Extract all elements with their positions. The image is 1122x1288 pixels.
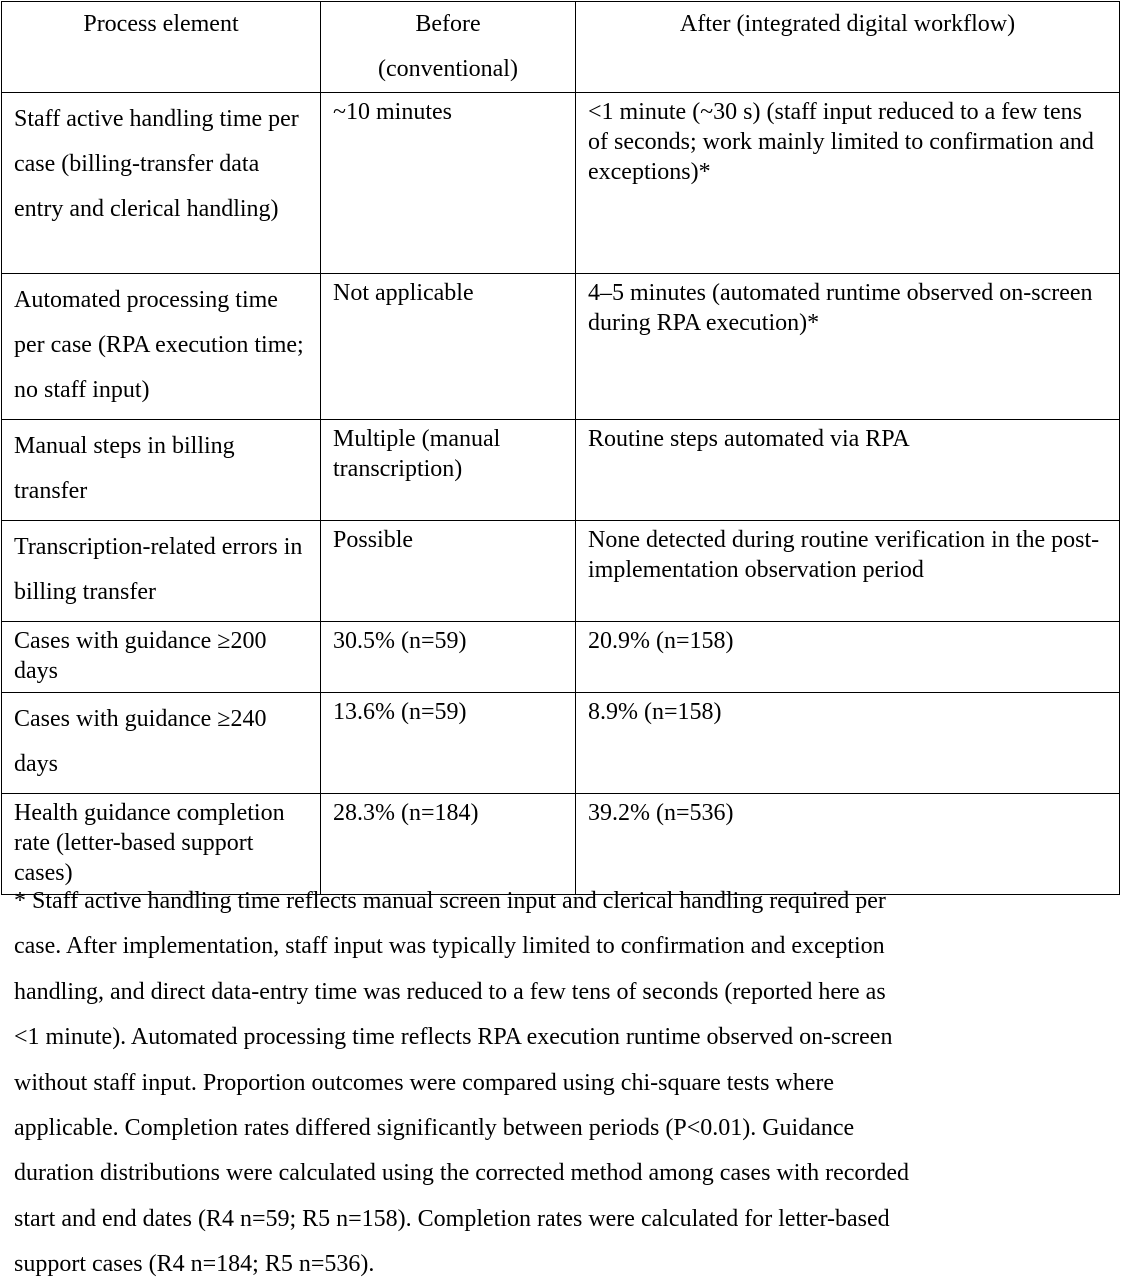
table-row bbox=[2, 521, 1120, 622]
header-after: After (integrated digital workflow) bbox=[576, 2, 1120, 93]
footnote-line: case. After implementation, staff input was typically limited to confirmation and exception bbox=[14, 933, 885, 960]
cell-after: 4–5 minutes (automated runtime observed on-screen during RPA execution)* bbox=[576, 274, 1120, 420]
cell-before: Not applicable bbox=[321, 274, 576, 420]
table-row bbox=[2, 420, 1120, 521]
table-footnote bbox=[14, 879, 1004, 1288]
cell-element: Automated processing time per case (RPA execution time; no staff input) bbox=[2, 274, 321, 420]
cell-after: 20.9% (n=158) bbox=[576, 622, 1120, 693]
table-row bbox=[2, 93, 1120, 274]
cell-before: Multiple (manual transcription) bbox=[321, 420, 576, 521]
footnote-line: without staff input. Proportion outcomes were compared using chi-square tests where bbox=[14, 1069, 835, 1096]
cell-element: Manual steps in billing transfer bbox=[2, 420, 321, 521]
footnote-line: handling, and direct data-entry time was reduced to a few tens of seconds (reported here as bbox=[14, 978, 886, 1005]
cell-before: ~10 minutes bbox=[321, 93, 576, 274]
table-row bbox=[2, 693, 1120, 794]
cell-after: None detected during routine verification in the post-implementation observation period bbox=[576, 521, 1120, 622]
footnote-line: <1 minute). Automated processing time reflects RPA execution runtime observed on-screen bbox=[14, 1024, 893, 1051]
cell-element: Cases with guidance ≥200 days bbox=[2, 622, 321, 693]
footnote-line: support cases (R4 n=184; R5 n=536). bbox=[14, 1251, 375, 1278]
table-header-row bbox=[2, 2, 1120, 93]
cell-element: Cases with guidance ≥240 days bbox=[2, 693, 321, 794]
cell-before: 28.3% (n=184) bbox=[321, 794, 576, 895]
cell-after: <1 minute (~30 s) (staff input reduced to a few tens of seconds; work mainly limited to confirmation and exceptions)* bbox=[576, 93, 1120, 274]
footnote-line: applicable. Completion rates differed significantly between periods (P<0.01). Guidance bbox=[14, 1115, 855, 1142]
cell-before: 30.5% (n=59) bbox=[321, 622, 576, 693]
header-before bbox=[321, 2, 576, 93]
cell-element: Health guidance completion rate (letter-based support cases) bbox=[2, 794, 321, 895]
footnote-line: duration distributions were calculated using the corrected method among cases with recorded bbox=[14, 1160, 910, 1187]
header-process-element: Process element bbox=[2, 2, 321, 93]
header-before-line1: Before bbox=[415, 11, 481, 37]
cell-after: Routine steps automated via RPA bbox=[576, 420, 1120, 521]
footnote-line: * Staff active handling time reflects manual screen input and clerical handling required per bbox=[14, 888, 886, 914]
header-before-line2: (conventional) bbox=[378, 56, 518, 82]
cell-after: 8.9% (n=158) bbox=[576, 693, 1120, 794]
footnote-line: start and end dates (R4 n=59; R5 n=158). Completion rates were calculated for letter-based bbox=[14, 1205, 890, 1232]
process-comparison-table bbox=[1, 1, 1120, 895]
cell-element: Staff active handling time per case (billing-transfer data entry and clerical handling) bbox=[2, 93, 321, 274]
table-row bbox=[2, 622, 1120, 693]
cell-before: 13.6% (n=59) bbox=[321, 693, 576, 794]
table-row bbox=[2, 274, 1120, 420]
cell-after: 39.2% (n=536) bbox=[576, 794, 1120, 895]
cell-before: Possible bbox=[321, 521, 576, 622]
cell-element: Transcription-related errors in billing transfer bbox=[2, 521, 321, 622]
